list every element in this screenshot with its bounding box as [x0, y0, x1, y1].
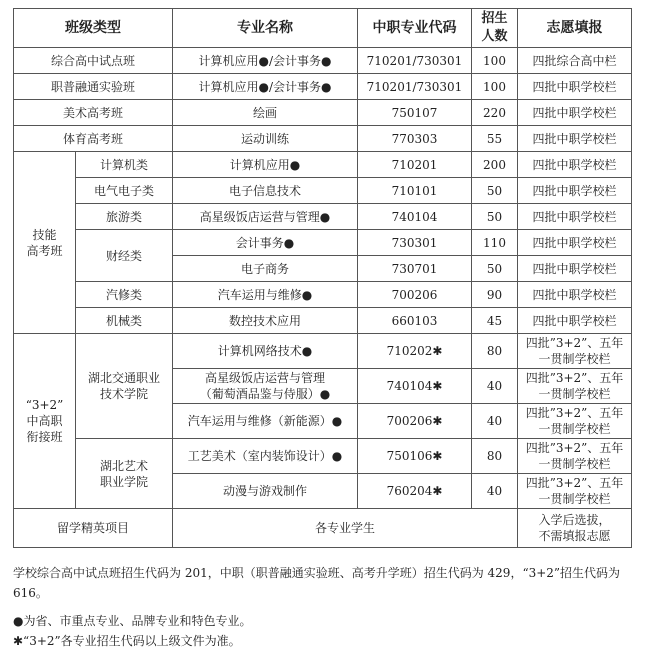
enroll-cell: 50: [472, 178, 518, 204]
note-key-majors: ●为省、市重点专业、品牌专业和特色专业。: [13, 614, 252, 628]
table-row: [14, 178, 632, 204]
code-cell: 750106✱: [358, 439, 472, 474]
table-row: [14, 204, 632, 230]
header-major-name: 专业名称: [173, 9, 358, 48]
table-row: [14, 230, 632, 256]
major-cell: 数控技术应用: [173, 308, 358, 334]
table-row: [14, 152, 632, 178]
code-cell: 710101: [358, 178, 472, 204]
table-row: [14, 74, 632, 100]
enroll-cell: 220: [472, 100, 518, 126]
class-type-cell: 留学精英项目: [14, 509, 173, 548]
enroll-cell: 80: [472, 334, 518, 369]
header-fill: 志愿填报: [518, 9, 632, 48]
code-cell: 760204✱: [358, 474, 472, 509]
class-type-cell: 旅游类: [76, 204, 173, 230]
major-cell: 计算机应用●: [173, 152, 358, 178]
major-cell: 各专业学生: [173, 509, 518, 548]
fill-cell: 四批”3+2”、五年 一贯制学校栏: [518, 404, 632, 439]
fill-cell: 四批”3+2”、五年 一贯制学校栏: [518, 334, 632, 369]
fill-cell: 四批中职学校栏: [518, 282, 632, 308]
group-skill-exam: 技能 高考班: [14, 152, 76, 334]
enroll-cell: 100: [472, 74, 518, 100]
note-3plus2-codes: ✱“3+2”各专业招生代码以上级文件为准。: [13, 634, 241, 648]
code-cell: 700206: [358, 282, 472, 308]
table-row: [14, 334, 632, 369]
note-enrollment-codes: 学校综合高中试点班招生代码为 201，中职（职普融通实验班、高考升学班）招生代码为 429，“3+2”招生代码为 616。: [13, 566, 621, 600]
fill-cell: 四批中职学校栏: [518, 256, 632, 282]
class-type-cell: 电气电子类: [76, 178, 173, 204]
code-cell: 740104: [358, 204, 472, 230]
enroll-cell: 55: [472, 126, 518, 152]
fill-cell: 四批中职学校栏: [518, 74, 632, 100]
code-cell: 730701: [358, 256, 472, 282]
enroll-cell: 40: [472, 369, 518, 404]
major-cell: 动漫与游戏制作: [173, 474, 358, 509]
code-cell: 750107: [358, 100, 472, 126]
code-cell: 710201: [358, 152, 472, 178]
enroll-cell: 80: [472, 439, 518, 474]
enroll-cell: 50: [472, 204, 518, 230]
fill-cell: 四批中职学校栏: [518, 230, 632, 256]
header-enroll: 招生 人数: [472, 9, 518, 48]
enroll-cell: 200: [472, 152, 518, 178]
table-row: [14, 439, 632, 474]
class-type-cell: 美术高考班: [14, 100, 173, 126]
major-cell: 高星级饭店运营与管理●: [173, 204, 358, 230]
major-cell: 计算机应用●/会计事务●: [173, 74, 358, 100]
school-hubei-art: 湖北艺术 职业学院: [76, 439, 173, 509]
enroll-cell: 90: [472, 282, 518, 308]
fill-cell: 四批”3+2”、五年 一贯制学校栏: [518, 439, 632, 474]
major-cell: 运动训练: [173, 126, 358, 152]
major-cell: 会计事务●: [173, 230, 358, 256]
table-row: [14, 126, 632, 152]
class-type-cell: 机械类: [76, 308, 173, 334]
class-type-cell: 汽修类: [76, 282, 173, 308]
fill-cell: 四批”3+2”、五年 一贯制学校栏: [518, 369, 632, 404]
major-cell: 绘画: [173, 100, 358, 126]
header-class-type: 班级类型: [14, 9, 173, 48]
code-cell: 660103: [358, 308, 472, 334]
enroll-cell: 100: [472, 48, 518, 74]
header-row: [14, 9, 632, 48]
table-row: [14, 100, 632, 126]
code-cell: 740104✱: [358, 369, 472, 404]
class-type-cell: 体育高考班: [14, 126, 173, 152]
major-cell: 汽车运用与维修（新能源）●: [173, 404, 358, 439]
enroll-cell: 50: [472, 256, 518, 282]
fill-cell: 四批”3+2”、五年 一贯制学校栏: [518, 474, 632, 509]
major-cell: 工艺美术（室内装饰设计）●: [173, 439, 358, 474]
class-type-cell: 计算机类: [76, 152, 173, 178]
major-cell: 计算机网络技术●: [173, 334, 358, 369]
table-row: [14, 308, 632, 334]
fill-cell: 四批中职学校栏: [518, 308, 632, 334]
class-type-cell: 综合高中试点班: [14, 48, 173, 74]
fill-cell: 入学后选拔， 不需填报志愿: [518, 509, 632, 548]
code-cell: 770303: [358, 126, 472, 152]
fill-cell: 四批综合高中栏: [518, 48, 632, 74]
class-type-cell: 财经类: [76, 230, 173, 282]
major-cell: 电子商务: [173, 256, 358, 282]
fill-cell: 四批中职学校栏: [518, 152, 632, 178]
notes-section: [13, 563, 633, 651]
code-cell: 730301: [358, 230, 472, 256]
school-hubei-traffic: 湖北交通职业 技术学院: [76, 334, 173, 439]
table-row: [14, 48, 632, 74]
major-cell: 汽车运用与维修●: [173, 282, 358, 308]
fill-cell: 四批中职学校栏: [518, 126, 632, 152]
code-cell: 700206✱: [358, 404, 472, 439]
table-row: [14, 282, 632, 308]
fill-cell: 四批中职学校栏: [518, 100, 632, 126]
major-cell: 计算机应用●/会计事务●: [173, 48, 358, 74]
fill-cell: 四批中职学校栏: [518, 178, 632, 204]
enroll-cell: 110: [472, 230, 518, 256]
major-cell: 高星级饭店运营与管理 （葡萄酒品鉴与侍服）●: [173, 369, 358, 404]
enroll-cell: 40: [472, 474, 518, 509]
code-cell: 710201/730301: [358, 48, 472, 74]
table-row: [14, 509, 632, 548]
major-cell: 电子信息技术: [173, 178, 358, 204]
header-code: 中职专业代码: [358, 9, 472, 48]
fill-cell: 四批中职学校栏: [518, 204, 632, 230]
code-cell: 710201/730301: [358, 74, 472, 100]
class-type-cell: 职普融通实验班: [14, 74, 173, 100]
code-cell: 710202✱: [358, 334, 472, 369]
enroll-cell: 40: [472, 404, 518, 439]
enrollment-table: [13, 8, 632, 548]
enroll-cell: 45: [472, 308, 518, 334]
group-3plus2: “3+2” 中高职 衔接班: [14, 334, 76, 509]
